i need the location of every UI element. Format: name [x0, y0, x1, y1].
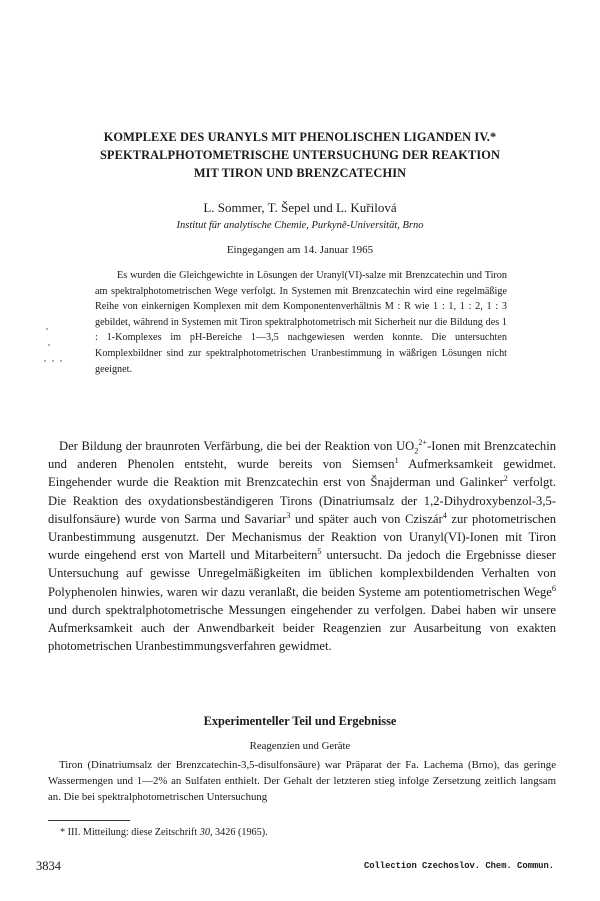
title-line-3: MIT TIRON UND BRENZCATECHIN [193, 166, 407, 180]
text-run: verfolgt. Die Reaktion des oxydationsbeständigeren Tirons (Dinatriumsalz der 1,2-Dihydroxybenzol-3,5-disulfonsäure) wurde von Sarma und Savariar [48, 475, 556, 526]
received-date: Eingegangen am 14. Januar 1965 [226, 244, 374, 256]
title-line-2: SPEKTRALPHOTOMETRISCHE UNTERSUCHUNG DER REAKTION [99, 148, 501, 162]
subscript: 2 [414, 446, 419, 456]
reference-mark: 3 [286, 510, 291, 520]
author-separator: und [309, 200, 336, 215]
subsection-heading: Reagenzien und Geräte [249, 740, 351, 752]
experimental-text [48, 757, 556, 805]
reference-mark: 1 [394, 456, 399, 466]
journal-name: Collection Czechoslov. Chem. Commun. [363, 861, 554, 871]
introduction-paragraph [48, 437, 556, 655]
affiliation: Institut für analytische Chemie, Purkyně-Universität, Brno [176, 220, 424, 231]
experimental-paragraph: Tiron (Dinatriumsalz der Brenzcatechin-3,5-disulfonsäure) war Präparat der Fa. Lachema (Brno), das geringe Wassermengen und 1—2% an Sulfaten enthielt. Der Gehalt der letzteren stieg infolge Zersetzung zeitlich langsam an. Die bei spektralphotometrischen Untersuchung [48, 759, 556, 804]
superscript: 2+ [418, 437, 428, 447]
reference-mark: 2 [503, 474, 508, 484]
paper-title [40, 128, 560, 182]
scan-marks [40, 318, 70, 378]
title-line-1: KOMPLEXE DES URANYLS MIT PHENOLISCHEN LIGANDEN IV.* [103, 130, 497, 144]
reference-mark: 6 [551, 583, 556, 593]
text-run: untersucht. Da jedoch die Ergebnisse dieser Untersuchung auf gewisse Unregelmäßigkeiten im üblichen komplexbildenden Verhalten von Polyphenolen hinwies, waren wir dazu veranlaßt, die beiden Systeme am potentiometrischen Wege [48, 548, 556, 599]
author-list [0, 200, 600, 216]
footnote [60, 826, 268, 840]
page-number: 3834 [36, 859, 61, 873]
abstract [95, 268, 507, 377]
reference-mark: 4 [442, 510, 447, 520]
text-run: zur photometrischen Uranbestimmung ausgenutzt. Der Mechanismus der Reaktion von Uranyl(VI)-Ionen mit Tiron wurde eingehend erst von Martell und Mitarbeitern [48, 511, 556, 563]
footnote-volume: 30 [199, 827, 210, 838]
abstract-text: Es wurden die Gleichgewichte in Lösungen der Uranyl(VI)-salze mit Brenzcatechin und Tiron am spektralphotometrischen Wege verfolgt. In Systemen mit Brenzcatechin wird eine regelmäßige Reihe von einkernigen Komplexen mit dem Komponentenverhältnis M : R wie 1 : 1, 1 : 2, 1 : 3 gebildet, während in Systemen mit Tiron spektralphotometrisch mit Sicherheit nur die Bildung des 1 : 1-Komplexes im pH-Bereiche 1—3,5 nachgewiesen werden konnte. Die untersuchten Komplexbildner sind zur spektralphotometrischen Uranbestimmung in wäßrigen Lösungen nicht geeignet. [95, 270, 507, 375]
text-run: Der Bildung der braunroten Verfärbung, die bei der Reaktion von UO [59, 439, 415, 453]
text-run: , 3426 (1965). [209, 827, 268, 838]
author-separator: , [261, 200, 268, 215]
author-1: L. Sommer [203, 200, 262, 215]
section-heading: Experimenteller Teil und Ergebnisse [203, 714, 397, 728]
footnote-rule [48, 820, 130, 821]
text-run: Aufmerksamkeit gewidmet. Eingehender wurde die Reaktion mit Brenzcatechin erst von Šnajderman und Galinker [48, 457, 556, 490]
text-run: und später auch von Cziszár [290, 511, 443, 526]
text-run: -Ionen mit Brenzcatechin und anderen Phenolen entsteht, wurde bereits von Siemsen [48, 439, 556, 472]
author-2: T. Šepel [267, 200, 310, 215]
introduction [48, 437, 556, 655]
footnote-mark: * [60, 827, 66, 838]
text-run: und durch spektralphotometrische Messungen eingehender zu verfolgen. Dabei haben wir unsere Aufmerksamkeit auch der Anwendbarkeit beider Reagenzien zur Ausarbeitung von exakten photometrischen Uranbestimmungsverfahren gewidmet. [48, 602, 556, 654]
text-run: III. Mitteilung: diese Zeitschrift [65, 827, 200, 838]
reference-mark: 5 [317, 547, 322, 557]
author-3: L. Kuřilová [335, 200, 397, 215]
